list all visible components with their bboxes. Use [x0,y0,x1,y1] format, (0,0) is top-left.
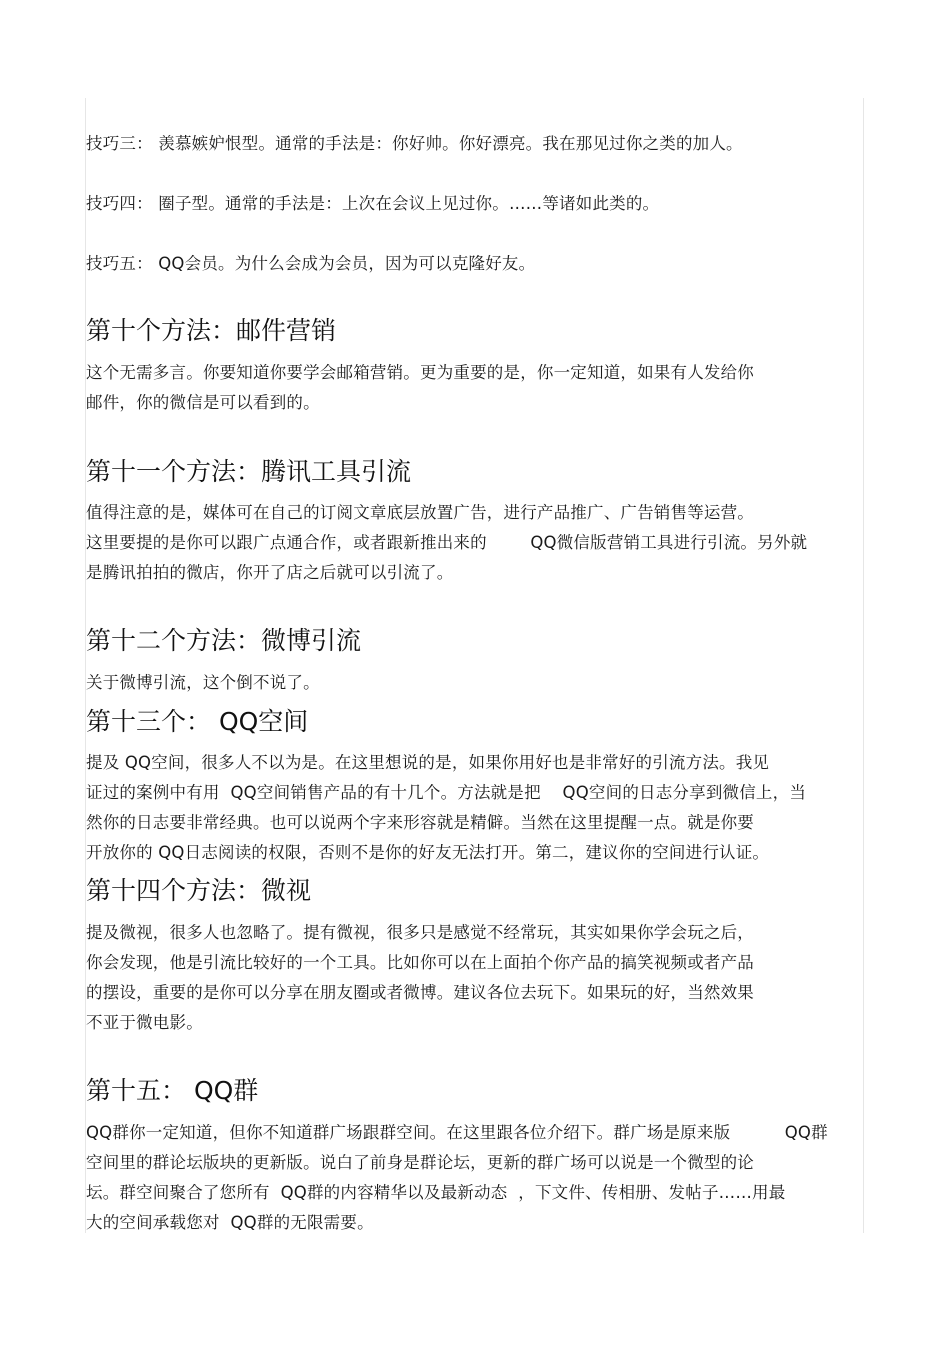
paragraph-line: 提及微视，很多人也忽略了。提有微视，很多只是感觉不经常玩，其实如果你学会玩之后， [86,923,754,942]
section-10-heading: 第十个方法：邮件营销 [86,316,337,345]
paragraph-line: 提及 QQ空间，很多人不以为是。在这里想说的是，如果你用好也是非常好的引流方法。我见 [86,753,770,772]
tip-3: 技巧三： 羡慕嫉妒恨型。通常的手法是：你好帅。你好漂亮。我在那见过你之类的加人。 [86,134,743,153]
paragraph-line: 这个无需多言。你要知道你要学会邮箱营销。更为重要的是，你一定知道，如果有人发给你 [86,363,754,382]
tip-4: 技巧四： 圈子型。通常的手法是：上次在会议上见过你。……等诸如此类的。 [86,194,660,213]
section-12-heading: 第十二个方法：微博引流 [86,626,362,655]
paragraph-line: 关于微博引流，这个倒不说了。 [86,673,320,692]
paragraph-line: 是腾讯拍拍的微店，你开了店之后就可以引流了。 [86,563,454,582]
paragraph-line: 值得注意的是，媒体可在自己的订阅文章底层放置广告，进行产品推广、广告销售等运营。 [86,503,754,522]
paragraph-line: 开放你的 QQ日志阅读的权限，否则不是你的好友无法打开。第二，建议你的空间进行认证。 [86,843,770,862]
section-14-paragraph [86,918,754,1038]
section-12-paragraph [86,668,320,698]
paragraph-line: 这里要提的是你可以跟广点通合作，或者跟新推出来的 QQ微信版营销工具进行引流。另外就 [86,533,808,552]
section-11-paragraph [86,498,807,588]
section-13-heading: 第十三个： QQ空间 [86,707,309,736]
paragraph-line: 坛。群空间聚合了您所有 QQ群的内容精华以及最新动态 ，下文件、传相册、发帖子……用最 [86,1183,786,1202]
paragraph-line: 证过的案例中有用 QQ空间销售产品的有十几个。方法就是把 QQ空间的日志分享到微信上，当 [86,783,807,802]
tip-5: 技巧五： QQ会员。为什么会成为会员，因为可以克隆好友。 [86,254,536,273]
paragraph-line: 的摆设，重要的是你可以分享在朋友圈或者微博。建议各位去玩下。如果玩的好，当然效果 [86,983,754,1002]
paragraph-line: 你会发现，他是引流比较好的一个工具。比如你可以在上面拍个你产品的搞笑视频或者产品 [86,953,754,972]
paragraph-line: 邮件，你的微信是可以看到的。 [86,393,320,412]
paragraph-line: 然你的日志要非常经典。也可以说两个字来形容就是精僻。当然在这里提醒一点。就是你要 [86,813,754,832]
section-10-paragraph [86,358,754,418]
section-15-heading: 第十五： QQ群 [86,1076,259,1105]
section-11-heading: 第十一个方法：腾讯工具引流 [86,457,412,486]
section-15-paragraph [86,1118,828,1238]
paragraph-line: 空间里的群论坛版块的更新版。说白了前身是群论坛，更新的群广场可以说是一个微型的论 [86,1153,754,1172]
section-14-heading: 第十四个方法：微视 [86,876,312,905]
section-13-paragraph [86,748,806,868]
paragraph-line: 不亚于微电影。 [86,1013,203,1032]
page-border-right [863,98,864,1233]
paragraph-line: QQ群你一定知道，但你不知道群广场跟群空间。在这里跟各位介绍下。群广场是原来版 QQ群 [86,1123,828,1142]
paragraph-line: 大的空间承载您对 QQ群的无限需要。 [86,1213,374,1232]
